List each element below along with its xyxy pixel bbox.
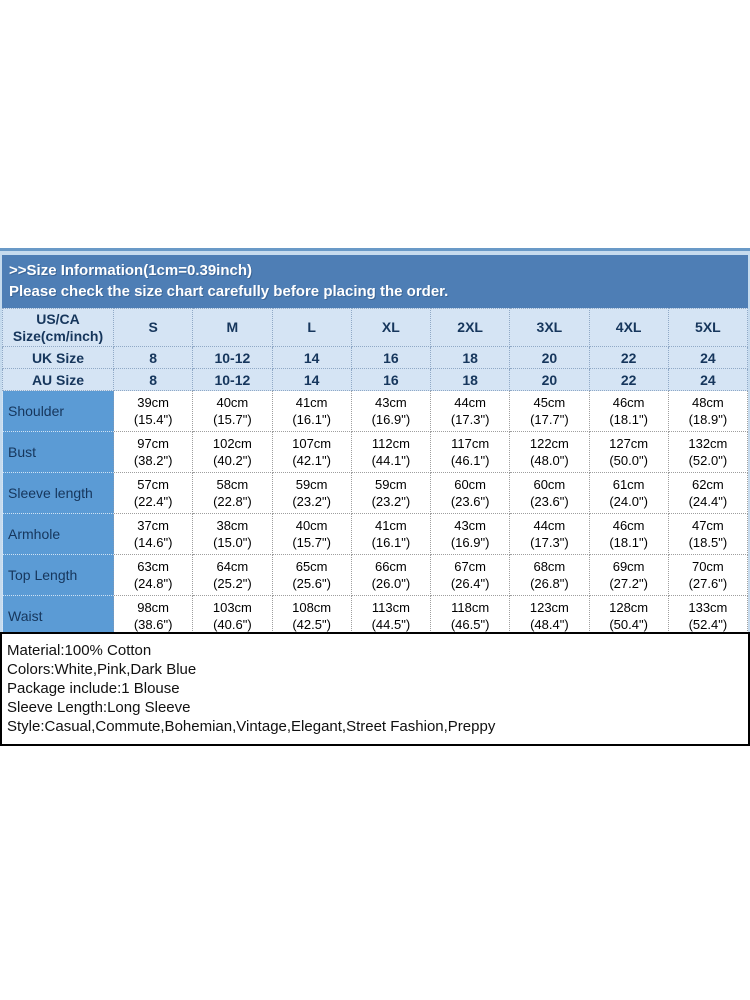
measurement-cm-value: 122cm [529, 436, 569, 451]
measurement-cm-value: 43cm [454, 518, 487, 533]
measurement-inch-value: (23.2") [292, 494, 331, 509]
measurement-cm-value: 97cm [137, 436, 170, 451]
measurement-cm-value: 117cm [451, 436, 490, 451]
measurement-cm-value: 62cm [691, 477, 724, 492]
size-chart-sheet [0, 248, 750, 637]
measurement-cell [351, 555, 430, 596]
measurement-cell [510, 432, 589, 473]
measurement-inch-value: (40.2") [213, 453, 252, 468]
corner-header-cell [3, 309, 114, 347]
size-column-header: 4XL [589, 309, 668, 347]
region-row-label: UK Size [3, 347, 114, 369]
measurement-cm-value: 38cm [216, 518, 249, 533]
measurement-inch-value: (15.7") [213, 412, 252, 427]
measurement-cell [272, 514, 351, 555]
size-column-header: 5XL [668, 309, 747, 347]
measurement-inch-value: (18.1") [609, 412, 648, 427]
measurement-cm-value: 123cm [529, 600, 569, 615]
measurement-cell [272, 555, 351, 596]
measurement-inch-value: (42.5") [292, 617, 331, 632]
measurement-inch-value: (48.0") [530, 453, 569, 468]
measurement-cm-value: 107cm [292, 436, 332, 451]
measurement-inch-value: (17.7") [530, 412, 569, 427]
measurement-inch-value: (23.2") [371, 494, 411, 509]
measurement-cell [668, 596, 747, 637]
measurement-inch-value: (46.5") [450, 617, 490, 632]
region-size-cell: 24 [668, 369, 747, 391]
measurement-inch-value: (18.5") [688, 535, 728, 550]
product-detail-line: Style:Casual,Commute,Bohemian,Vintage,Elegant,Street Fashion,Preppy [7, 718, 496, 735]
measurement-inch-value: (22.4") [133, 494, 173, 509]
measurement-cm-value: 68cm [533, 559, 566, 574]
measurement-cm-value: 59cm [374, 477, 407, 492]
product-detail-line: Sleeve Length:Long Sleeve [7, 699, 191, 716]
measurement-row-label: Sleeve length [3, 473, 114, 514]
measurement-cell [193, 432, 272, 473]
measurement-cm-value: 65cm [295, 559, 328, 574]
measurement-cm-value: 64cm [216, 559, 249, 574]
measurement-inch-value: (18.9") [688, 412, 728, 427]
measurement-cell [668, 555, 747, 596]
measurement-cell [589, 555, 668, 596]
measurement-cm-value: 98cm [137, 600, 170, 615]
measurement-inch-value: (24.0") [609, 494, 648, 509]
banner-title: >>Size Information(1cm=0.39inch) [9, 262, 252, 279]
region-size-cell: 22 [589, 347, 668, 369]
measurement-cell [668, 514, 747, 555]
measurement-cm-value: 60cm [533, 477, 566, 492]
measurement-cm-value: 102cm [212, 436, 252, 451]
size-column-header: 3XL [510, 309, 589, 347]
region-size-cell: 14 [272, 347, 351, 369]
measurement-cm-value: 66cm [374, 559, 407, 574]
measurement-cm-value: 113cm [371, 600, 410, 615]
measurement-inch-value: (25.2") [213, 576, 252, 591]
measurement-cm-value: 127cm [609, 436, 649, 451]
measurement-inch-value: (26.0") [371, 576, 411, 591]
measurement-cell [114, 555, 193, 596]
measurement-inch-value: (27.2") [609, 576, 648, 591]
region-size-cell: 8 [114, 369, 193, 391]
measurement-inch-value: (17.3") [450, 412, 490, 427]
measurement-inch-value: (40.6") [213, 617, 252, 632]
measurement-inch-value: (52.0") [688, 453, 728, 468]
measurement-cell [431, 596, 510, 637]
measurement-cm-value: 41cm [374, 518, 407, 533]
measurement-inch-value: (44.1") [371, 453, 411, 468]
measurement-inch-value: (44.5") [371, 617, 411, 632]
measurement-cell [351, 514, 430, 555]
measurement-inch-value: (16.9") [450, 535, 490, 550]
measurement-row-label: Waist [3, 596, 114, 637]
measurement-cell [431, 473, 510, 514]
region-size-cell: 18 [431, 369, 510, 391]
region-size-cell: 10-12 [193, 369, 272, 391]
size-column-header: XL [351, 309, 430, 347]
measurement-cm-value: 48cm [691, 395, 724, 410]
size-column-header: M [193, 309, 272, 347]
measurement-row [3, 514, 748, 555]
measurement-inch-value: (27.6") [688, 576, 728, 591]
region-size-cell: 24 [668, 347, 747, 369]
measurement-cm-value: 43cm [374, 395, 407, 410]
corner-header-line1: US/CA [36, 310, 80, 327]
measurement-cm-value: 44cm [454, 395, 487, 410]
measurement-cell [668, 432, 747, 473]
measurement-row [3, 555, 748, 596]
measurement-inch-value: (52.4") [688, 617, 728, 632]
measurement-cm-value: 46cm [612, 518, 645, 533]
size-header-row [3, 309, 748, 347]
measurement-inch-value: (16.1") [371, 535, 411, 550]
measurement-cell [272, 432, 351, 473]
measurement-inch-value: (38.6") [133, 617, 173, 632]
measurement-cell [510, 391, 589, 432]
measurement-cell [272, 473, 351, 514]
region-size-cell: 16 [351, 347, 430, 369]
measurement-row [3, 596, 748, 637]
measurement-row-label: Armhole [3, 514, 114, 555]
measurement-inch-value: (42.1") [292, 453, 331, 468]
measurement-inch-value: (16.1") [292, 412, 331, 427]
measurement-cm-value: 57cm [137, 477, 170, 492]
measurement-cell [351, 432, 430, 473]
measurement-cell [114, 432, 193, 473]
measurement-inch-value: (15.0") [213, 535, 252, 550]
region-size-cell: 8 [114, 347, 193, 369]
measurement-inch-value: (26.8") [530, 576, 569, 591]
measurement-cell [431, 432, 510, 473]
measurement-cm-value: 58cm [216, 477, 249, 492]
region-size-cell: 22 [589, 369, 668, 391]
measurement-cm-value: 39cm [137, 395, 170, 410]
measurement-cm-value: 40cm [216, 395, 249, 410]
measurement-cm-value: 112cm [371, 436, 410, 451]
measurement-cell [351, 596, 430, 637]
measurement-cell [510, 555, 589, 596]
measurement-inch-value: (15.7") [292, 535, 331, 550]
region-size-cell: 16 [351, 369, 430, 391]
measurement-cm-value: 46cm [612, 395, 645, 410]
measurement-cm-value: 69cm [612, 559, 645, 574]
measurement-cell [431, 555, 510, 596]
measurement-cell [114, 514, 193, 555]
measurement-inch-value: (16.9") [371, 412, 411, 427]
measurement-cm-value: 37cm [137, 518, 170, 533]
measurement-cell [589, 432, 668, 473]
size-column-header: 2XL [431, 309, 510, 347]
measurement-cell [589, 473, 668, 514]
measurement-cm-value: 103cm [212, 600, 252, 615]
measurement-cell [193, 555, 272, 596]
measurement-inch-value: (15.4") [133, 412, 173, 427]
measurement-inch-value: (22.8") [213, 494, 252, 509]
measurement-cell [431, 391, 510, 432]
measurement-cell [589, 596, 668, 637]
measurement-cell [193, 391, 272, 432]
measurement-inch-value: (50.4") [609, 617, 648, 632]
measurement-cell [589, 391, 668, 432]
measurement-cm-value: 63cm [137, 559, 170, 574]
measurement-inch-value: (14.6") [133, 535, 173, 550]
measurement-cell [510, 514, 589, 555]
measurement-inch-value: (26.4") [450, 576, 490, 591]
measurement-cell [351, 391, 430, 432]
region-size-cell: 14 [272, 369, 351, 391]
measurement-inch-value: (17.3") [530, 535, 569, 550]
measurement-cell [510, 473, 589, 514]
measurement-cell [193, 473, 272, 514]
measurement-row [3, 432, 748, 473]
measurement-row [3, 391, 748, 432]
region-size-row [3, 369, 748, 391]
measurement-cell [351, 473, 430, 514]
size-table-body [3, 309, 748, 637]
region-row-label: AU Size [3, 369, 114, 391]
measurement-row-label: Shoulder [3, 391, 114, 432]
measurement-cm-value: 44cm [533, 518, 566, 533]
measurement-cell [114, 391, 193, 432]
measurement-cell [193, 514, 272, 555]
measurement-row-label: Bust [3, 432, 114, 473]
measurement-inch-value: (38.2") [133, 453, 173, 468]
measurement-inch-value: (50.0") [609, 453, 648, 468]
measurement-cm-value: 70cm [691, 559, 724, 574]
measurement-cell [114, 596, 193, 637]
region-size-cell: 18 [431, 347, 510, 369]
measurement-cm-value: 132cm [688, 436, 728, 451]
measurement-cell [114, 473, 193, 514]
measurement-inch-value: (24.4") [688, 494, 728, 509]
measurement-cell [668, 391, 747, 432]
banner-subtitle: Please check the size chart carefully before placing the order. [9, 283, 449, 300]
measurement-cm-value: 47cm [691, 518, 724, 533]
measurement-cell [431, 514, 510, 555]
measurement-cm-value: 118cm [451, 600, 490, 615]
measurement-inch-value: (46.1") [450, 453, 490, 468]
product-detail-line: Colors:White,Pink,Dark Blue [7, 661, 197, 678]
measurement-cm-value: 41cm [295, 395, 328, 410]
measurement-cm-value: 40cm [295, 518, 328, 533]
size-column-header: S [114, 309, 193, 347]
measurement-row [3, 473, 748, 514]
measurement-cm-value: 133cm [688, 600, 728, 615]
region-size-cell: 20 [510, 369, 589, 391]
measurement-cm-value: 60cm [454, 477, 487, 492]
product-detail-line: Package include:1 Blouse [7, 680, 180, 697]
measurement-cm-value: 61cm [612, 477, 645, 492]
product-detail-line: Material:100% Cotton [7, 642, 152, 659]
measurement-cm-value: 45cm [533, 395, 566, 410]
measurement-cell [589, 514, 668, 555]
size-info-banner [2, 255, 748, 308]
measurement-cm-value: 108cm [292, 600, 332, 615]
measurement-inch-value: (18.1") [609, 535, 648, 550]
region-size-cell: 10-12 [193, 347, 272, 369]
size-column-header: L [272, 309, 351, 347]
measurement-inch-value: (24.8") [133, 576, 173, 591]
measurement-inch-value: (48.4") [530, 617, 569, 632]
measurement-cell [510, 596, 589, 637]
measurement-cell [272, 391, 351, 432]
measurement-cell [272, 596, 351, 637]
measurement-inch-value: (23.6") [450, 494, 490, 509]
measurement-cm-value: 59cm [295, 477, 328, 492]
measurement-inch-value: (25.6") [292, 576, 331, 591]
product-details-box [0, 632, 750, 746]
region-size-cell: 20 [510, 347, 589, 369]
measurement-row-label: Top Length [3, 555, 114, 596]
corner-header-line2: Size(cm/inch) [12, 327, 104, 344]
measurement-inch-value: (23.6") [530, 494, 569, 509]
measurement-cell [668, 473, 747, 514]
measurement-cm-value: 128cm [609, 600, 649, 615]
measurement-cell [193, 596, 272, 637]
size-table [2, 308, 748, 637]
measurement-cm-value: 67cm [454, 559, 487, 574]
region-size-row [3, 347, 748, 369]
